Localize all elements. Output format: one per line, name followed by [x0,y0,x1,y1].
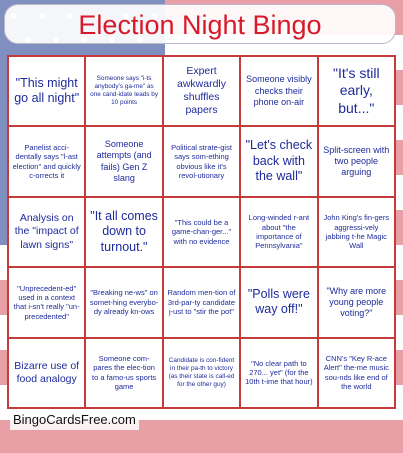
bingo-cell[interactable]: Random men-tion of 3rd-par-ty candidate j-ust to "stir the pot" [163,267,240,337]
bingo-cell[interactable]: "Breaking ne-ws" on somet-hing everybo-dy already kn-ows [85,267,162,337]
bingo-cell[interactable]: "It's still early, but..." [318,56,395,126]
bingo-cell[interactable]: CNN's "Key R-ace Alert" the-me music sou-nds like end of the world [318,338,395,408]
bingo-cell[interactable]: Someone says "i-ts anybody's ga-me" as one cand-idate leads by 10 points [85,56,162,126]
bingo-cell[interactable]: "It all comes down to turnout." [85,197,162,267]
bingo-cell[interactable]: Someone com-pares the elec-tion to a famo-us sports game [85,338,162,408]
bingo-cell[interactable]: John King's fin-gers aggressi-vely jabbing t-he Magic Wall [318,197,395,267]
bingo-cell[interactable]: Political strate-gist says som-ething obvious like it's revol-utionary [163,126,240,196]
bingo-grid [7,55,396,409]
bingo-cell[interactable]: Someone visibly checks their phone on-air [240,56,317,126]
bingo-cell[interactable]: "This might go all night" [8,56,85,126]
bingo-cell[interactable]: Bizarre use of food analogy [8,338,85,408]
bingo-cell[interactable]: Panelist acci-dentally says "l-ast election" and quickly c-orrects it [8,126,85,196]
bingo-cell[interactable]: Someone attempts (and fails) Gen Z slang [85,126,162,196]
site-credit[interactable]: BingoCardsFree.com [10,410,139,430]
bingo-cell[interactable]: Split-screen with two people arguing [318,126,395,196]
bingo-cell[interactable]: "Why are more young people voting?" [318,267,395,337]
bingo-cell[interactable]: Analysis on the "impact of lawn signs" [8,197,85,267]
bingo-cell[interactable]: "This could be a game-chan-ger..." with no evidence [163,197,240,267]
bingo-cell[interactable]: "Unprecedent-ed" used in a context that i-sn't really "un-precedented" [8,267,85,337]
bingo-cell[interactable]: "Polls were way off!" [240,267,317,337]
bingo-cell[interactable]: "Let's check back with the wall" [240,126,317,196]
card-title: Election Night Bingo [4,4,396,44]
bingo-cell[interactable]: Long-winded r-ant about "the importance of Pennsylvania" [240,197,317,267]
bingo-cell[interactable]: Expert awkwardly shuffles papers [163,56,240,126]
bingo-cell[interactable]: Candidate is con-fident in their pa-th to victory (as their state is call-ed for the other guy) [163,338,240,408]
bingo-cell[interactable]: "No clear path to 270... yet" (for the 10th t-ime that hour) [240,338,317,408]
